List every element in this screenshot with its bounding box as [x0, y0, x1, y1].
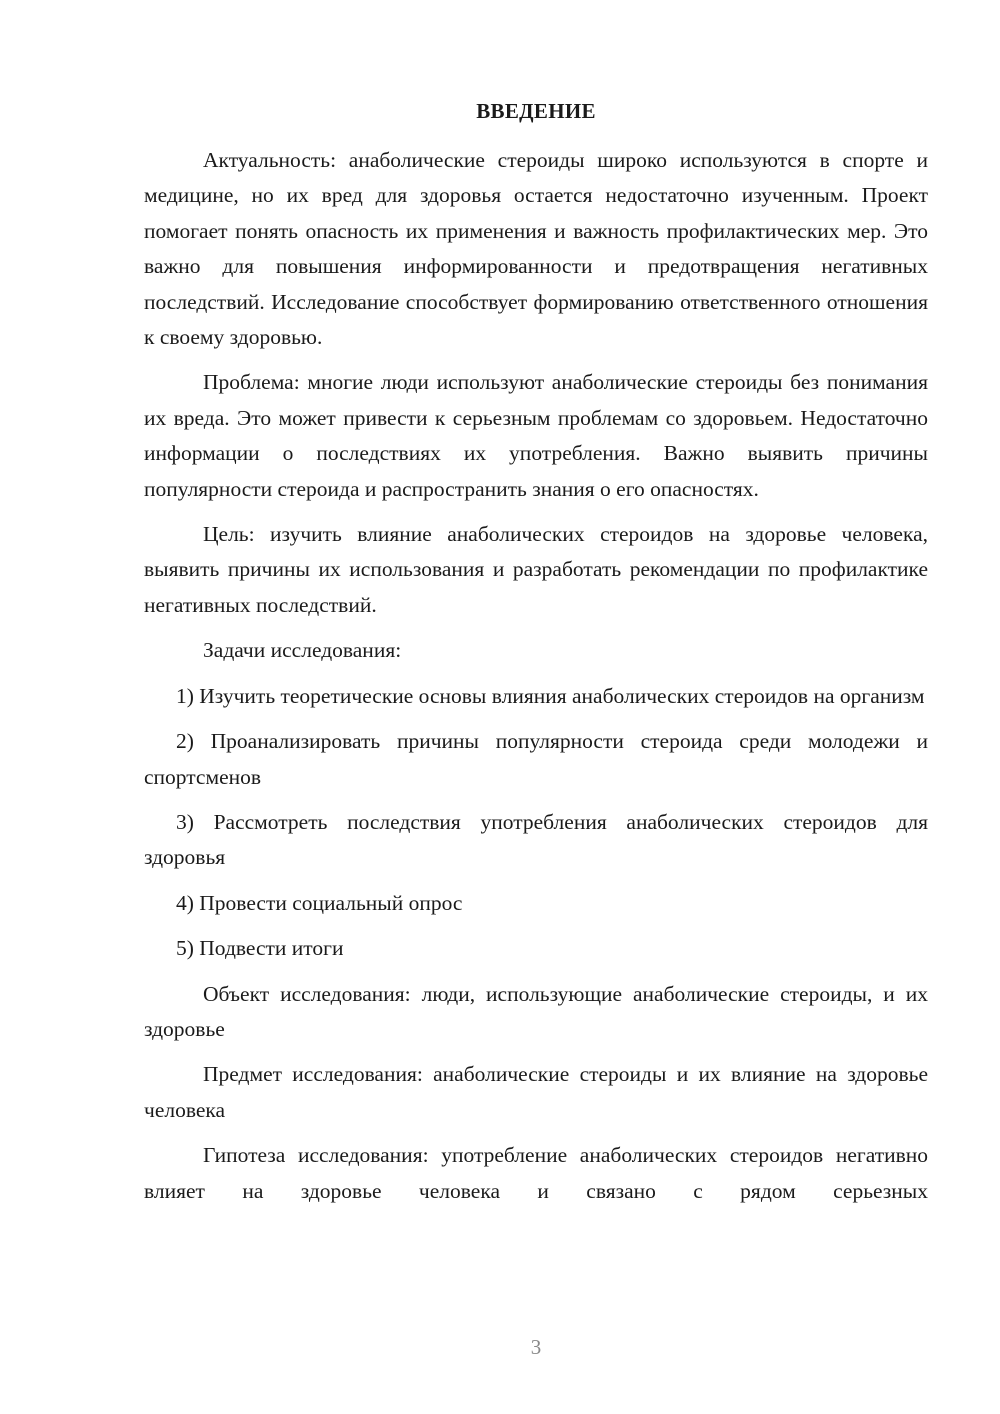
- paragraph-problem: Проблема: многие люди используют анаболические стероиды без понимания их вреда. Это может привести к серьезным проблемам со здоровьем. Недостаточно информации о последствиях их употребления. Важно выявить причины популярности стероида и распространить знания о его опасностях.: [144, 370, 928, 501]
- paragraph-subject: Предмет исследования: анаболические стероиды и их влияние на здоровье человека: [144, 1062, 928, 1122]
- section-title: ВВЕДЕНИЕ: [476, 99, 596, 123]
- task-item: 5) Подвести итоги: [176, 936, 344, 961]
- task-item: 2) Проанализировать причины популярности стероида среди молодежи и спортсменов: [144, 729, 928, 789]
- task-item: 1) Изучить теоретические основы влияния анаболических стероидов на организм: [176, 683, 925, 708]
- paragraph-tasks-heading: Задачи исследования:: [203, 638, 402, 663]
- paragraph-goal: Цель: изучить влияние анаболических стероидов на здоровье человека, выявить причины их использования и разработать рекомендации по профилактике негативных последствий.: [144, 522, 928, 617]
- task-item: 3) Рассмотреть последствия употребления анаболических стероидов для здоровья: [144, 809, 928, 870]
- paragraph-relevance: Актуальность: анаболические стероиды широко используются в спорте и медицине, но их вред для здоровья остается недостаточно изученным. Проект помогает понять опасность их применения и важность профилактических мер. Это важно для повышения информированности и предотвращения негативных последствий. Исследование способствует формированию ответственного отношения к своему здоровью.: [144, 148, 928, 350]
- paragraph-hypothesis: Гипотеза исследования: употребление анаболических стероидов негативно влияет на здоровье человека и связано с рядом серьезных: [144, 1143, 928, 1203]
- body-text: [144, 143, 928, 1219]
- page-number: 3: [530, 1335, 542, 1359]
- task-item: 4) Провести социальный опрос: [176, 890, 463, 915]
- paragraph-object: Объект исследования: люди, использующие анаболические стероиды, и их здоровье: [144, 981, 928, 1041]
